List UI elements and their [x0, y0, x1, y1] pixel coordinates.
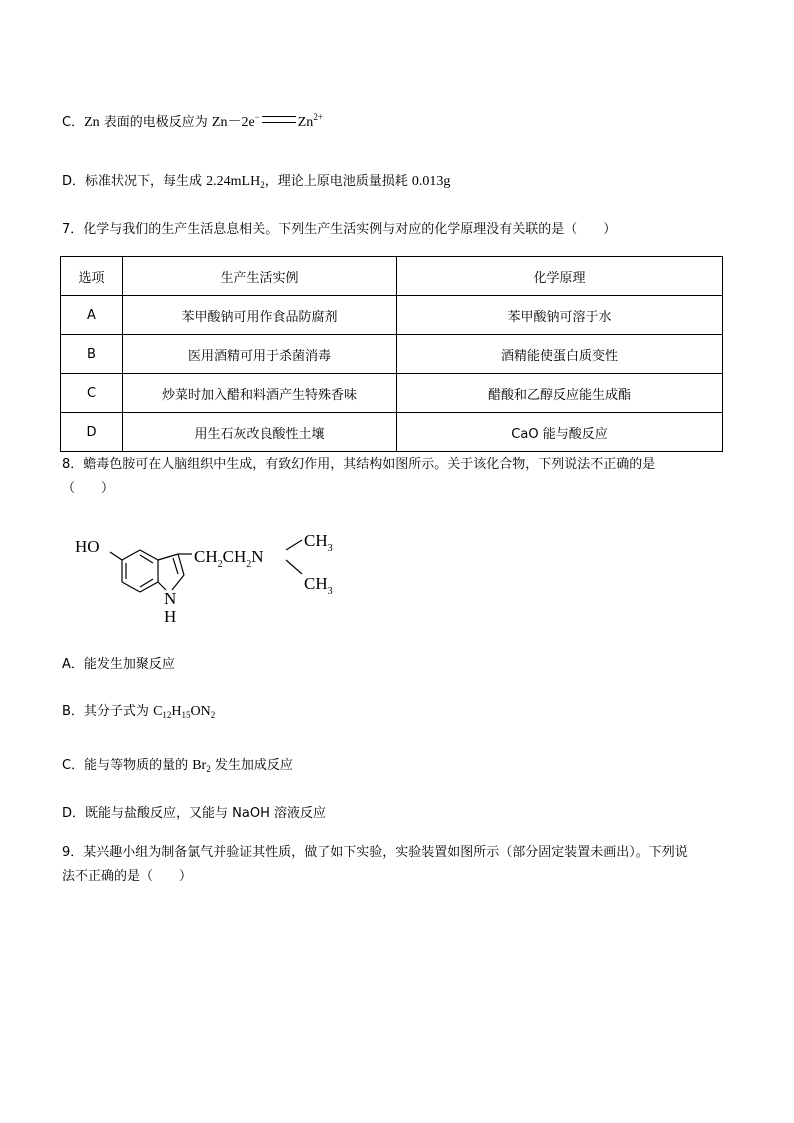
table-cell: D [61, 413, 123, 452]
q8-option-c [62, 757, 293, 778]
volume-value: 2.24mL [206, 174, 251, 189]
table-cell: CaO 能与酸反应 [397, 413, 723, 452]
table-row [61, 296, 723, 335]
option-text: D．既能与盐酸反应，又能与 [62, 806, 233, 821]
superscript-charge: 2+ [313, 112, 323, 122]
formula-reactant: Zn－2e [211, 115, 255, 130]
table-cell: 醋酸和乙醇反应能生成酯 [397, 374, 723, 413]
methyl-label: $CH_3$ [304, 531, 333, 554]
pyrrole-ring [158, 554, 184, 590]
option-text: 发生加成反应 [210, 758, 293, 773]
q6-option-d [62, 173, 450, 194]
subscript: 2 [210, 710, 216, 720]
formula-h: H [250, 174, 261, 189]
table-cell: 炒菜时加入醋和料酒产生特殊香味 [123, 374, 397, 413]
formula-c: C [153, 704, 163, 719]
formula-on: ON [190, 704, 211, 719]
q9-stem-line2: 法不正确的是（ ） [62, 869, 193, 884]
formula-br: Br [192, 758, 207, 773]
table-row [61, 374, 723, 413]
table-header: 生产生活实例 [123, 257, 397, 296]
subscript: 15 [181, 710, 191, 720]
q8-stem-line1: 8．蟾毒色胺可在人脑组织中生成，有致幻作用，其结构如图所示。关于该化合物，下列说法不正确的是 [62, 457, 656, 472]
table-header: 选项 [61, 257, 123, 296]
option-text: C．能与等物质的量的 [62, 758, 193, 773]
mass-value: 0.013g [411, 174, 451, 189]
table-header-row [61, 257, 723, 296]
subscript: 2 [206, 764, 211, 774]
formula-naoh: NaOH [232, 806, 270, 821]
subscript: 12 [162, 710, 172, 720]
option-text: 表面的电极反应为 [99, 115, 212, 130]
molecule-structure [70, 520, 350, 630]
formula-product: Zn [297, 115, 314, 130]
option-label: C． [62, 115, 85, 130]
option-text: B．其分子式为 [62, 704, 154, 719]
methyl-label: $CH_3$ [304, 574, 333, 597]
benzene-ring [122, 550, 158, 592]
table-cell: A [61, 296, 123, 335]
table-cell: 苯甲酸钠可溶于水 [397, 296, 723, 335]
table-row [61, 413, 723, 452]
table-cell: 酒精能使蛋白质变性 [397, 335, 723, 374]
q7-stem: 7．化学与我们的生产生活息息相关。下列生产生活实例与对应的化学原理没有关联的是（ ） [62, 222, 617, 237]
table-cell: C [61, 374, 123, 413]
table-cell: B [61, 335, 123, 374]
nh-n-label: N [164, 589, 177, 608]
option-text: 标准状况下，每生成 [85, 174, 207, 189]
q8-option-d [62, 805, 326, 823]
q8-stem-line2: （ ） [62, 481, 115, 496]
option-text: ，理论上原电池质量损耗 [264, 174, 412, 189]
table-cell: 医用酒精可用于杀菌消毒 [123, 335, 397, 374]
option-text: 溶液反应 [269, 806, 326, 821]
q8-option-a: A．能发生加聚反应 [62, 657, 175, 672]
table-row [61, 335, 723, 374]
equals-sign [262, 116, 296, 123]
q8-option-b [62, 703, 215, 724]
formula-h: H [171, 704, 182, 719]
q6-option-c [62, 108, 323, 132]
chain-label: $CH_2CH_2N$ [194, 547, 264, 570]
table-header: 化学原理 [397, 257, 723, 296]
table-cell: 用生石灰改良酸性土壤 [123, 413, 397, 452]
q7-table [60, 256, 723, 452]
ho-bond [110, 552, 122, 560]
methyl-bond [286, 560, 302, 574]
q9-stem-line1: 9．某兴趣小组为制备氯气并验证其性质，做了如下实验，实验装置如图所示（部分固定装置未画出）。下列说 [62, 845, 688, 860]
table-cell: 苯甲酸钠可用作食品防腐剂 [123, 296, 397, 335]
nh-h-label: H [164, 607, 177, 626]
methyl-bond [286, 540, 302, 550]
ho-label: HO [75, 537, 100, 556]
formula-zn: Zn [84, 115, 100, 130]
superscript-charge: − [254, 112, 260, 122]
option-label: D． [62, 174, 86, 189]
subscript: 2 [260, 180, 265, 190]
